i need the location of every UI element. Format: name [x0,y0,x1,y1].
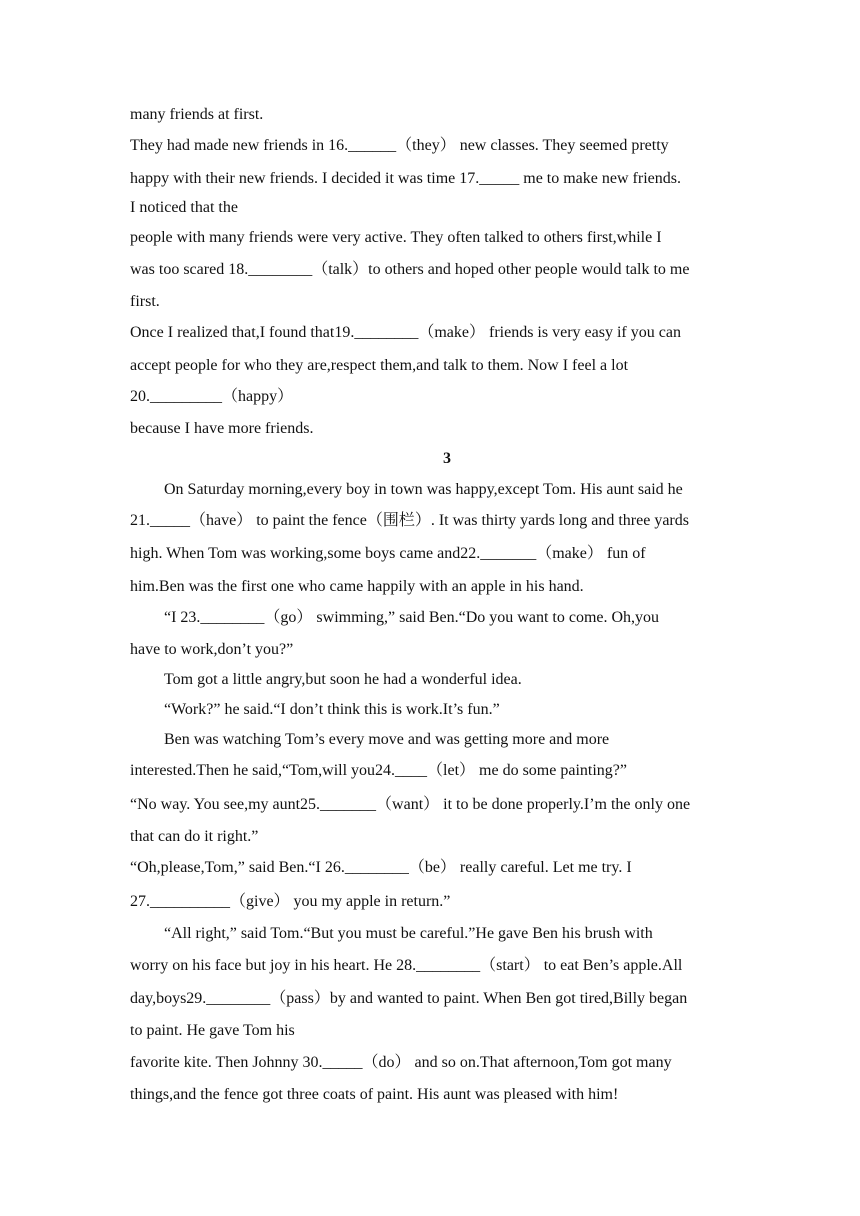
section-heading: 3 [443,450,451,467]
text-line: “All right,” said Tom.“But you must be careful.”He gave Ben his brush with [164,925,653,942]
text-line: “I 23.________（go） swimming,” said Ben.“Do you want to come. Oh,you [164,609,660,626]
text-line: I noticed that the [130,199,238,216]
text-line: On Saturday morning,every boy in town was happy,except Tom. His aunt said he [164,481,683,498]
text-line: happy with their new friends. I decided it was time 17._____ me to make new friends. [130,170,681,187]
text-line: people with many friends were very active. They often talked to others first,while I [130,229,662,246]
text-line: things,and the fence got three coats of paint. His aunt was pleased with him! [130,1086,619,1103]
text-line: him.Ben was the first one who came happily with an apple in his hand. [130,578,584,595]
text-line: worry on his face but joy in his heart. He 28.________（start） to eat Ben’s apple.All [130,957,683,974]
text-line: Tom got a little angry,but soon he had a wonderful idea. [164,671,522,688]
text-line: 27.__________（give） you my apple in return.” [130,893,451,910]
text-line: that can do it right.” [130,828,259,845]
text-line: to paint. He gave Tom his [130,1022,295,1039]
text-line: interested.Then he said,“Tom,will you24.____（let） me do some painting?” [130,762,627,779]
text-line: Once I realized that,I found that19.________（make） friends is very easy if you can [130,324,681,341]
text-line: Ben was watching Tom’s every move and was getting more and more [164,731,610,748]
text-line: have to work,don’t you?” [130,641,294,658]
text-line: was too scared 18.________（talk）to others and hoped other people would talk to me [130,261,690,278]
text-line: favorite kite. Then Johnny 30._____（do） and so on.That afternoon,Tom got many [130,1054,672,1071]
text-line: first. [130,293,160,310]
text-line: high. When Tom was working,some boys came and22._______（make） fun of [130,545,646,562]
text-line: “Oh,please,Tom,” said Ben.“I 26.________（be） really careful. Let me try. I [130,859,632,876]
text-line: accept people for who they are,respect them,and talk to them. Now I feel a lot [130,357,629,374]
text-line: because I have more friends. [130,420,314,437]
text-line: “No way. You see,my aunt25._______（want） it to be done properly.I’m the only one [130,796,691,813]
text-line: day,boys29.________（pass）by and wanted to paint. When Ben got tired,Billy began [130,990,688,1007]
text-line: 21._____（have） to paint the fence（围栏）. It was thirty yards long and three yards [130,512,689,529]
text-line: 20._________（happy） [130,388,294,405]
text-line: They had made new friends in 16.______（they） new classes. They seemed pretty [130,137,669,154]
text-line: “Work?” he said.“I don’t think this is work.It’s fun.” [164,701,500,718]
text-line: many friends at first. [130,106,264,123]
